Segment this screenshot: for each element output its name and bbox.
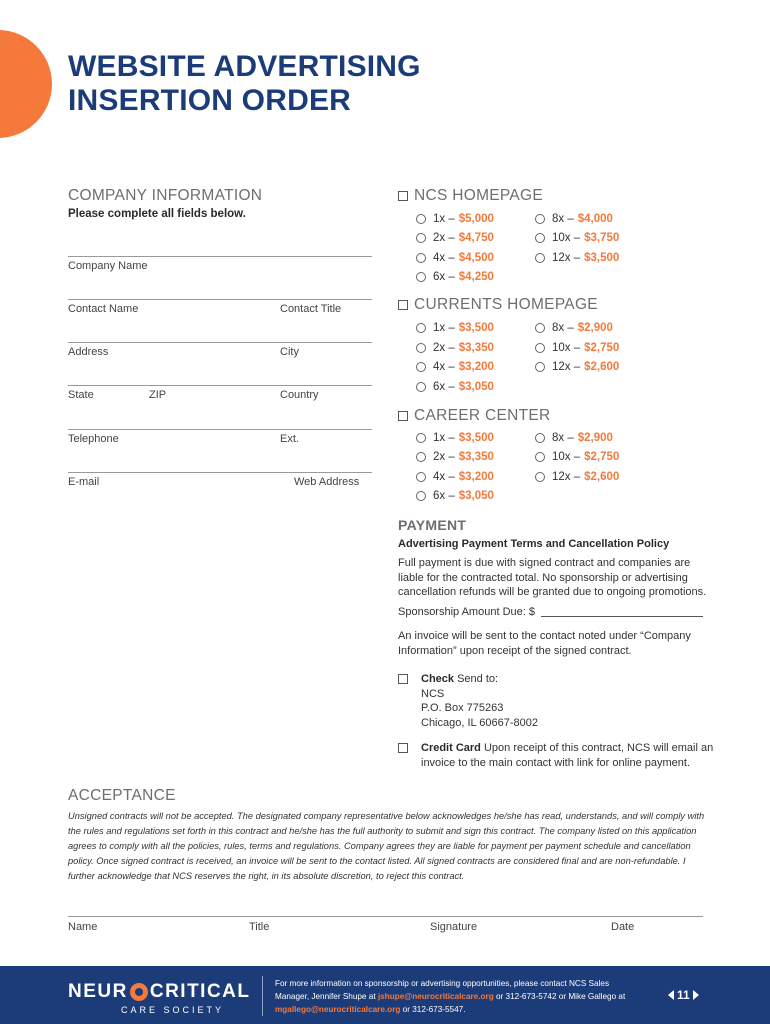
checkbox-icon[interactable]	[398, 674, 408, 684]
payment-subheading: Advertising Payment Terms and Cancellation Policy	[398, 538, 670, 550]
state-label: State	[68, 389, 94, 401]
currents-homepage-heading[interactable]	[398, 296, 598, 314]
option-qty: 2x –	[433, 342, 455, 354]
option-price: $2,900	[577, 322, 613, 334]
ncs-homepage-heading[interactable]	[398, 187, 543, 205]
radio-icon[interactable]	[535, 214, 545, 224]
option-career-6x[interactable]	[416, 490, 494, 502]
package-name: NCS HOMEPAGE	[414, 187, 544, 204]
contact-name-label: Contact Name	[68, 303, 139, 315]
page-number	[668, 988, 699, 1002]
radio-icon[interactable]	[535, 323, 545, 333]
footer-email-gallego[interactable]: mgallego@neurocriticalcare.org	[275, 1005, 401, 1014]
radio-icon[interactable]	[416, 433, 426, 443]
radio-icon[interactable]	[416, 452, 426, 462]
option-currents-4x[interactable]	[416, 361, 494, 373]
checkbox-icon[interactable]	[398, 191, 408, 201]
radio-icon[interactable]	[535, 233, 545, 243]
address-label: Address	[68, 346, 109, 358]
zip-label: ZIP	[149, 389, 167, 401]
option-price: $3,200	[458, 361, 494, 373]
option-currents-1x[interactable]	[416, 322, 494, 334]
telephone-line[interactable]	[68, 429, 372, 430]
check-address-line3: Chicago, IL 60667-8002	[421, 716, 539, 729]
option-career-1x[interactable]	[416, 432, 494, 444]
option-currents-12x[interactable]	[535, 361, 619, 373]
option-qty: 1x –	[433, 322, 455, 334]
radio-icon[interactable]	[416, 343, 426, 353]
company-instruction: Please complete all fields below.	[68, 208, 246, 220]
company-name-line[interactable]	[68, 256, 372, 257]
option-qty: 6x –	[433, 490, 455, 502]
footer-email-shupe[interactable]: jshupe@neurocriticalcare.org	[377, 992, 494, 1001]
ext-label: Ext.	[280, 433, 299, 445]
option-ncs-12x[interactable]	[535, 252, 619, 264]
option-ncs-2x[interactable]	[416, 232, 494, 244]
footer-text-part3: or 312-673-5547.	[400, 1005, 466, 1014]
option-qty: 8x –	[552, 322, 574, 334]
option-ncs-4x[interactable]	[416, 252, 494, 264]
option-price: $5,000	[458, 213, 494, 225]
option-price: $2,900	[577, 432, 613, 444]
radio-icon[interactable]	[416, 491, 426, 501]
option-ncs-1x[interactable]	[416, 213, 494, 225]
option-ncs-10x[interactable]	[535, 232, 619, 244]
radio-icon[interactable]	[535, 362, 545, 372]
package-name: CAREER CENTER	[414, 407, 551, 424]
option-qty: 10x –	[552, 342, 581, 354]
option-qty: 8x –	[552, 432, 574, 444]
address-line[interactable]	[68, 342, 372, 343]
check-label: Check	[421, 673, 455, 685]
option-qty: 6x –	[433, 381, 455, 393]
email-label: E-mail	[68, 476, 100, 488]
page-title	[68, 50, 488, 118]
title-line-2: INSERTION ORDER	[68, 84, 352, 117]
sign-name-label: Name	[68, 921, 98, 933]
radio-icon[interactable]	[416, 253, 426, 263]
footer-text-part2: or 312-673-5742 or Mike Gallego at	[493, 992, 626, 1001]
credit-card-label: Credit Card	[421, 742, 481, 754]
option-price: $3,500	[458, 322, 494, 334]
option-price: $4,000	[577, 213, 613, 225]
option-price: $4,250	[458, 271, 494, 283]
option-price: $4,750	[458, 232, 494, 244]
triangle-right-icon	[693, 990, 699, 1000]
acceptance-text: Unsigned contracts will not be accepted. The designated company representative below acknowledges he/she has read, understands, and will comply with the rules and regulations set forth in this contract and he/she has the full authority to submit and sign this contract. The company listed on this application agrees to comply with all the policies, rules, terms and regulations. Company agrees they are liable for payment per payment schedule and cancellation policy. Once signed contract is received, an invoice will be sent to the contact listed. All signed contracts are considered final and are non-refundable. I further acknowledge that NCS reserves the right, in its absolute discretion, to reject this contract.	[68, 811, 705, 881]
option-price: $2,600	[584, 361, 620, 373]
sign-title-label: Title	[249, 921, 270, 933]
option-price: $2,600	[584, 471, 620, 483]
option-price: $3,350	[458, 451, 494, 463]
logo-text-1: NEUR	[68, 981, 128, 1002]
option-price: $3,050	[458, 490, 494, 502]
payment-heading: PAYMENT	[398, 517, 467, 533]
option-qty: 8x –	[552, 213, 574, 225]
radio-icon[interactable]	[535, 472, 545, 482]
option-currents-6x[interactable]	[416, 381, 494, 393]
option-career-10x[interactable]	[535, 451, 619, 463]
radio-icon[interactable]	[416, 323, 426, 333]
option-price: $4,500	[458, 252, 494, 264]
option-qty: 6x –	[433, 271, 455, 283]
option-qty: 4x –	[433, 361, 455, 373]
option-career-4x[interactable]	[416, 471, 494, 483]
contact-title-label: Contact Title	[280, 303, 342, 315]
title-line-1: WEBSITE ADVERTISING	[68, 50, 421, 83]
option-qty: 2x –	[433, 232, 455, 244]
option-price: $3,500	[584, 252, 620, 264]
option-price: $3,500	[458, 432, 494, 444]
page-number-text: 11	[677, 988, 690, 1002]
checkbox-icon[interactable]	[398, 300, 408, 310]
option-ncs-6x[interactable]	[416, 271, 494, 283]
option-career-2x[interactable]	[416, 451, 494, 463]
orange-circle-decoration	[0, 30, 52, 138]
amount-due-line[interactable]	[541, 616, 703, 617]
option-qty: 1x –	[433, 432, 455, 444]
option-career-12x[interactable]	[535, 471, 619, 483]
credit-card-text: Upon receipt of this contract, NCS will email an invoice to the main contact with link for online payment.	[421, 742, 714, 769]
option-currents-2x[interactable]	[416, 342, 494, 354]
option-qty: 12x –	[552, 361, 581, 373]
payment-terms: Full payment is due with signed contract and companies are liable for the contracted total. No sponsorship or advertising cancellation refunds will be granted due to ongoing promotions.	[398, 557, 707, 598]
footer	[0, 966, 770, 1024]
check-address-line2: P.O. Box 775263	[421, 702, 504, 714]
option-career-8x[interactable]	[535, 432, 613, 444]
sign-date-label: Date	[611, 921, 635, 933]
radio-icon[interactable]	[416, 472, 426, 482]
option-currents-10x[interactable]	[535, 342, 619, 354]
sign-signature-label: Signature	[430, 921, 478, 933]
web-address-label: Web Address	[294, 476, 360, 488]
option-qty: 10x –	[552, 232, 581, 244]
triangle-left-icon	[668, 990, 674, 1000]
option-currents-8x[interactable]	[535, 322, 613, 334]
logo-subtext: CARE SOCIETY	[121, 1005, 225, 1015]
brain-o-icon	[130, 983, 148, 1001]
amount-due-label: Sponsorship Amount Due: $	[398, 606, 535, 618]
option-price: $2,750	[584, 342, 620, 354]
telephone-label: Telephone	[68, 433, 119, 445]
radio-icon[interactable]	[535, 452, 545, 462]
checkbox-icon[interactable]	[398, 411, 408, 421]
option-price: $3,050	[458, 381, 494, 393]
logo-text-2: CRITICAL	[149, 981, 251, 1002]
radio-icon[interactable]	[416, 382, 426, 392]
career-center-heading[interactable]	[398, 407, 551, 425]
ncs-logo	[68, 981, 251, 1015]
option-qty: 2x –	[433, 451, 455, 463]
check-send-to: Send to:	[454, 673, 499, 685]
footer-divider	[262, 976, 263, 1016]
email-line[interactable]	[68, 472, 372, 473]
radio-icon[interactable]	[535, 253, 545, 263]
radio-icon[interactable]	[535, 433, 545, 443]
acceptance-heading: ACCEPTANCE	[68, 787, 176, 804]
option-price: $3,200	[458, 471, 494, 483]
company-info-heading: COMPANY INFORMATION	[68, 187, 263, 204]
option-qty: 12x –	[552, 471, 581, 483]
country-label: Country	[280, 389, 319, 401]
option-qty: 4x –	[433, 252, 455, 264]
check-address-line1: NCS	[421, 687, 445, 700]
checkbox-icon[interactable]	[398, 743, 408, 753]
option-qty: 1x –	[433, 213, 455, 225]
radio-icon[interactable]	[416, 233, 426, 243]
city-label: City	[280, 346, 299, 358]
footer-text-part1: For more information on sponsorship or advertising opportunities, please contact NCS Sales Manager, Jennifer Shupe at	[275, 979, 610, 1001]
option-qty: 4x –	[433, 471, 455, 483]
package-name: CURRENTS HOMEPAGE	[414, 296, 598, 313]
option-price: $3,350	[458, 342, 494, 354]
radio-icon[interactable]	[535, 343, 545, 353]
option-qty: 10x –	[552, 451, 581, 463]
signature-line[interactable]	[68, 916, 703, 917]
option-ncs-8x[interactable]	[535, 213, 613, 225]
footer-contact-text	[275, 977, 635, 1016]
contact-line[interactable]	[68, 299, 372, 300]
radio-icon[interactable]	[416, 272, 426, 282]
radio-icon[interactable]	[416, 214, 426, 224]
state-line[interactable]	[68, 385, 372, 386]
option-price: $3,750	[584, 232, 620, 244]
option-price: $2,750	[584, 451, 620, 463]
option-qty: 12x –	[552, 252, 581, 264]
invoice-note: An invoice will be sent to the contact noted under “Company Information” upon receipt of the signed contract.	[398, 630, 691, 657]
radio-icon[interactable]	[416, 362, 426, 372]
company-name-label: Company Name	[68, 260, 148, 272]
